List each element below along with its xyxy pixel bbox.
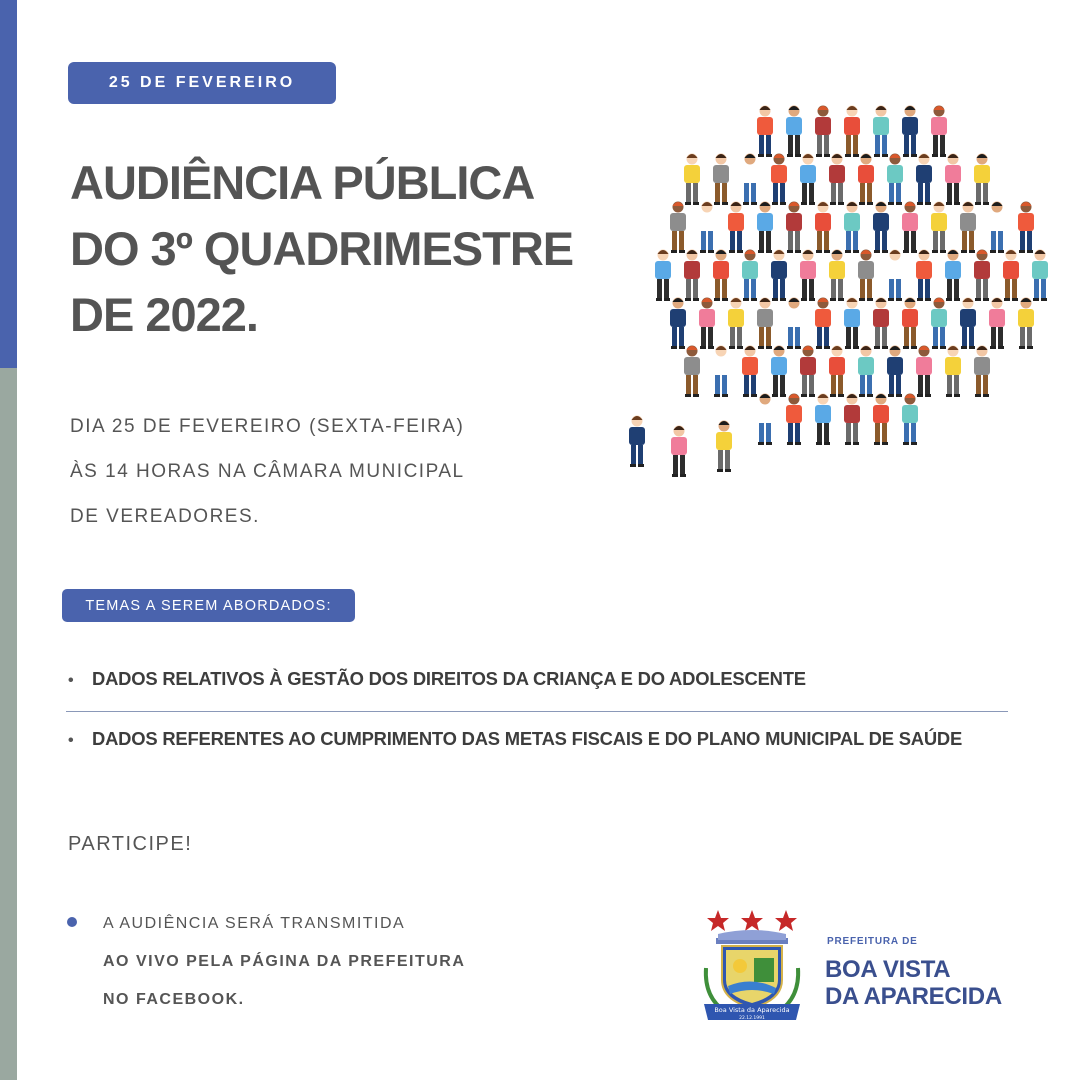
person-figure [742,250,758,302]
details-line-2: ÀS 14 HORAS NA CÂMARA MUNICIPAL [70,461,465,482]
person-figure [887,346,903,398]
star-icon [707,910,729,931]
person-figure [757,298,773,350]
person-figure [844,202,860,254]
star-icon [741,910,763,931]
details-line-1: DIA 25 DE FEVEREIRO (SEXTA-FEIRA) [70,416,465,437]
logo-name-line-1: BOA VISTA [825,956,951,983]
person-figure [713,250,729,302]
person-figure [815,394,831,446]
person-figure [728,202,744,254]
person-figure [742,346,758,398]
topic-divider [66,711,1008,712]
person-figure [858,346,874,398]
person-figure [655,250,671,302]
person-figure [713,154,729,206]
live-line-2: AO VIVO PELA PÁGINA DA PREFEITURA [103,953,466,970]
person-figure [945,250,961,302]
person-figure [902,106,918,158]
bullet-dot-icon: • [68,732,74,749]
topic-text: DADOS REFERENTES AO CUMPRIMENTO DAS METAS FISCAIS E DO PLANO MUNICIPAL DE SAÚDE [92,728,963,749]
page-title [70,150,610,348]
person-figure [771,250,787,302]
live-line-1: A AUDIÊNCIA SERÁ TRANSMITIDA [103,915,406,932]
person-figure [858,154,874,206]
title-line-3: DE 2022. [70,288,258,341]
person-figure [671,426,687,478]
person-figure [1018,202,1034,254]
person-figure [800,346,816,398]
person-figure [670,298,686,350]
person-figure [945,154,961,206]
details-line-3: DE VEREADORES. [70,506,260,527]
person-figure [699,202,715,254]
person-figure [684,346,700,398]
person-figure [960,298,976,350]
person-figure [684,250,700,302]
crowd-speech-bubble-illustration [620,95,1060,505]
event-details [70,404,590,539]
person-figure [829,346,845,398]
person-figure [916,250,932,302]
call-to-action: PARTICIPE! [68,833,193,855]
person-figure [844,394,860,446]
date-badge: 25 DE FEVEREIRO [68,62,336,104]
person-figure [902,298,918,350]
person-figure [670,202,686,254]
person-figure [829,154,845,206]
live-bullet-icon [67,917,77,927]
live-line-3: NO FACEBOOK. [103,991,245,1008]
person-figure [771,346,787,398]
person-figure [728,298,744,350]
logo-name [825,956,1002,1010]
person-figure [684,154,700,206]
live-stream-notice [103,905,465,1019]
topic-text: DADOS RELATIVOS À GESTÃO DOS DIREITOS DA CRIANÇA E DO ADOLESCENTE [92,668,806,689]
person-figure [786,394,802,446]
person-figure [960,202,976,254]
person-figure [800,250,816,302]
person-figure [829,250,845,302]
person-figure [931,202,947,254]
person-figure [989,202,1005,254]
person-figure [873,394,889,446]
topic-item [68,668,806,690]
person-figure [713,346,729,398]
person-figure [931,298,947,350]
star-icon [775,910,797,931]
person-figure [1003,250,1019,302]
person-figure [873,106,889,158]
person-figure [716,421,732,473]
person-figure [815,298,831,350]
person-figure [974,346,990,398]
person-figure [931,106,947,158]
person-figure [786,202,802,254]
person-figure [974,154,990,206]
person-figure [757,106,773,158]
person-figure [916,346,932,398]
person-figure [800,154,816,206]
title-line-2: DO 3º QUADRIMESTRE [70,222,574,275]
person-figure [786,298,802,350]
person-figure [1018,298,1034,350]
themes-label: TEMAS A SEREM ABORDADOS: [62,589,355,622]
title-line-1: AUDIÊNCIA PÚBLICA [70,156,535,209]
person-figure [757,202,773,254]
person-figure [945,346,961,398]
person-figure [887,154,903,206]
person-figure [757,394,773,446]
person-figure [629,416,645,468]
person-figure [873,202,889,254]
person-figure [858,250,874,302]
crest-ribbon-text: Boa Vista da Aparecida [714,1006,790,1014]
topic-item [68,728,962,750]
municipal-crest-icon [696,908,808,1026]
person-figure [989,298,1005,350]
person-figure [902,202,918,254]
person-figure [1032,250,1048,302]
person-figure [873,298,889,350]
person-figure [844,106,860,158]
person-figure [742,154,758,206]
logo-name-line-2: DA APARECIDA [825,983,1002,1010]
crest-date-text: 22.12.1991 [739,1016,765,1021]
side-bar-accent-bottom [0,368,17,1080]
person-figure [699,298,715,350]
person-figure [916,154,932,206]
person-figure [844,298,860,350]
logo-prefix: PREFEITURA DE [827,936,918,947]
side-bar-accent-top [0,0,17,368]
person-figure [974,250,990,302]
person-figure [771,154,787,206]
person-figure [815,106,831,158]
person-figure [786,106,802,158]
person-figure [815,202,831,254]
person-figure [887,250,903,302]
person-figure [902,394,918,446]
bullet-dot-icon: • [68,672,74,689]
